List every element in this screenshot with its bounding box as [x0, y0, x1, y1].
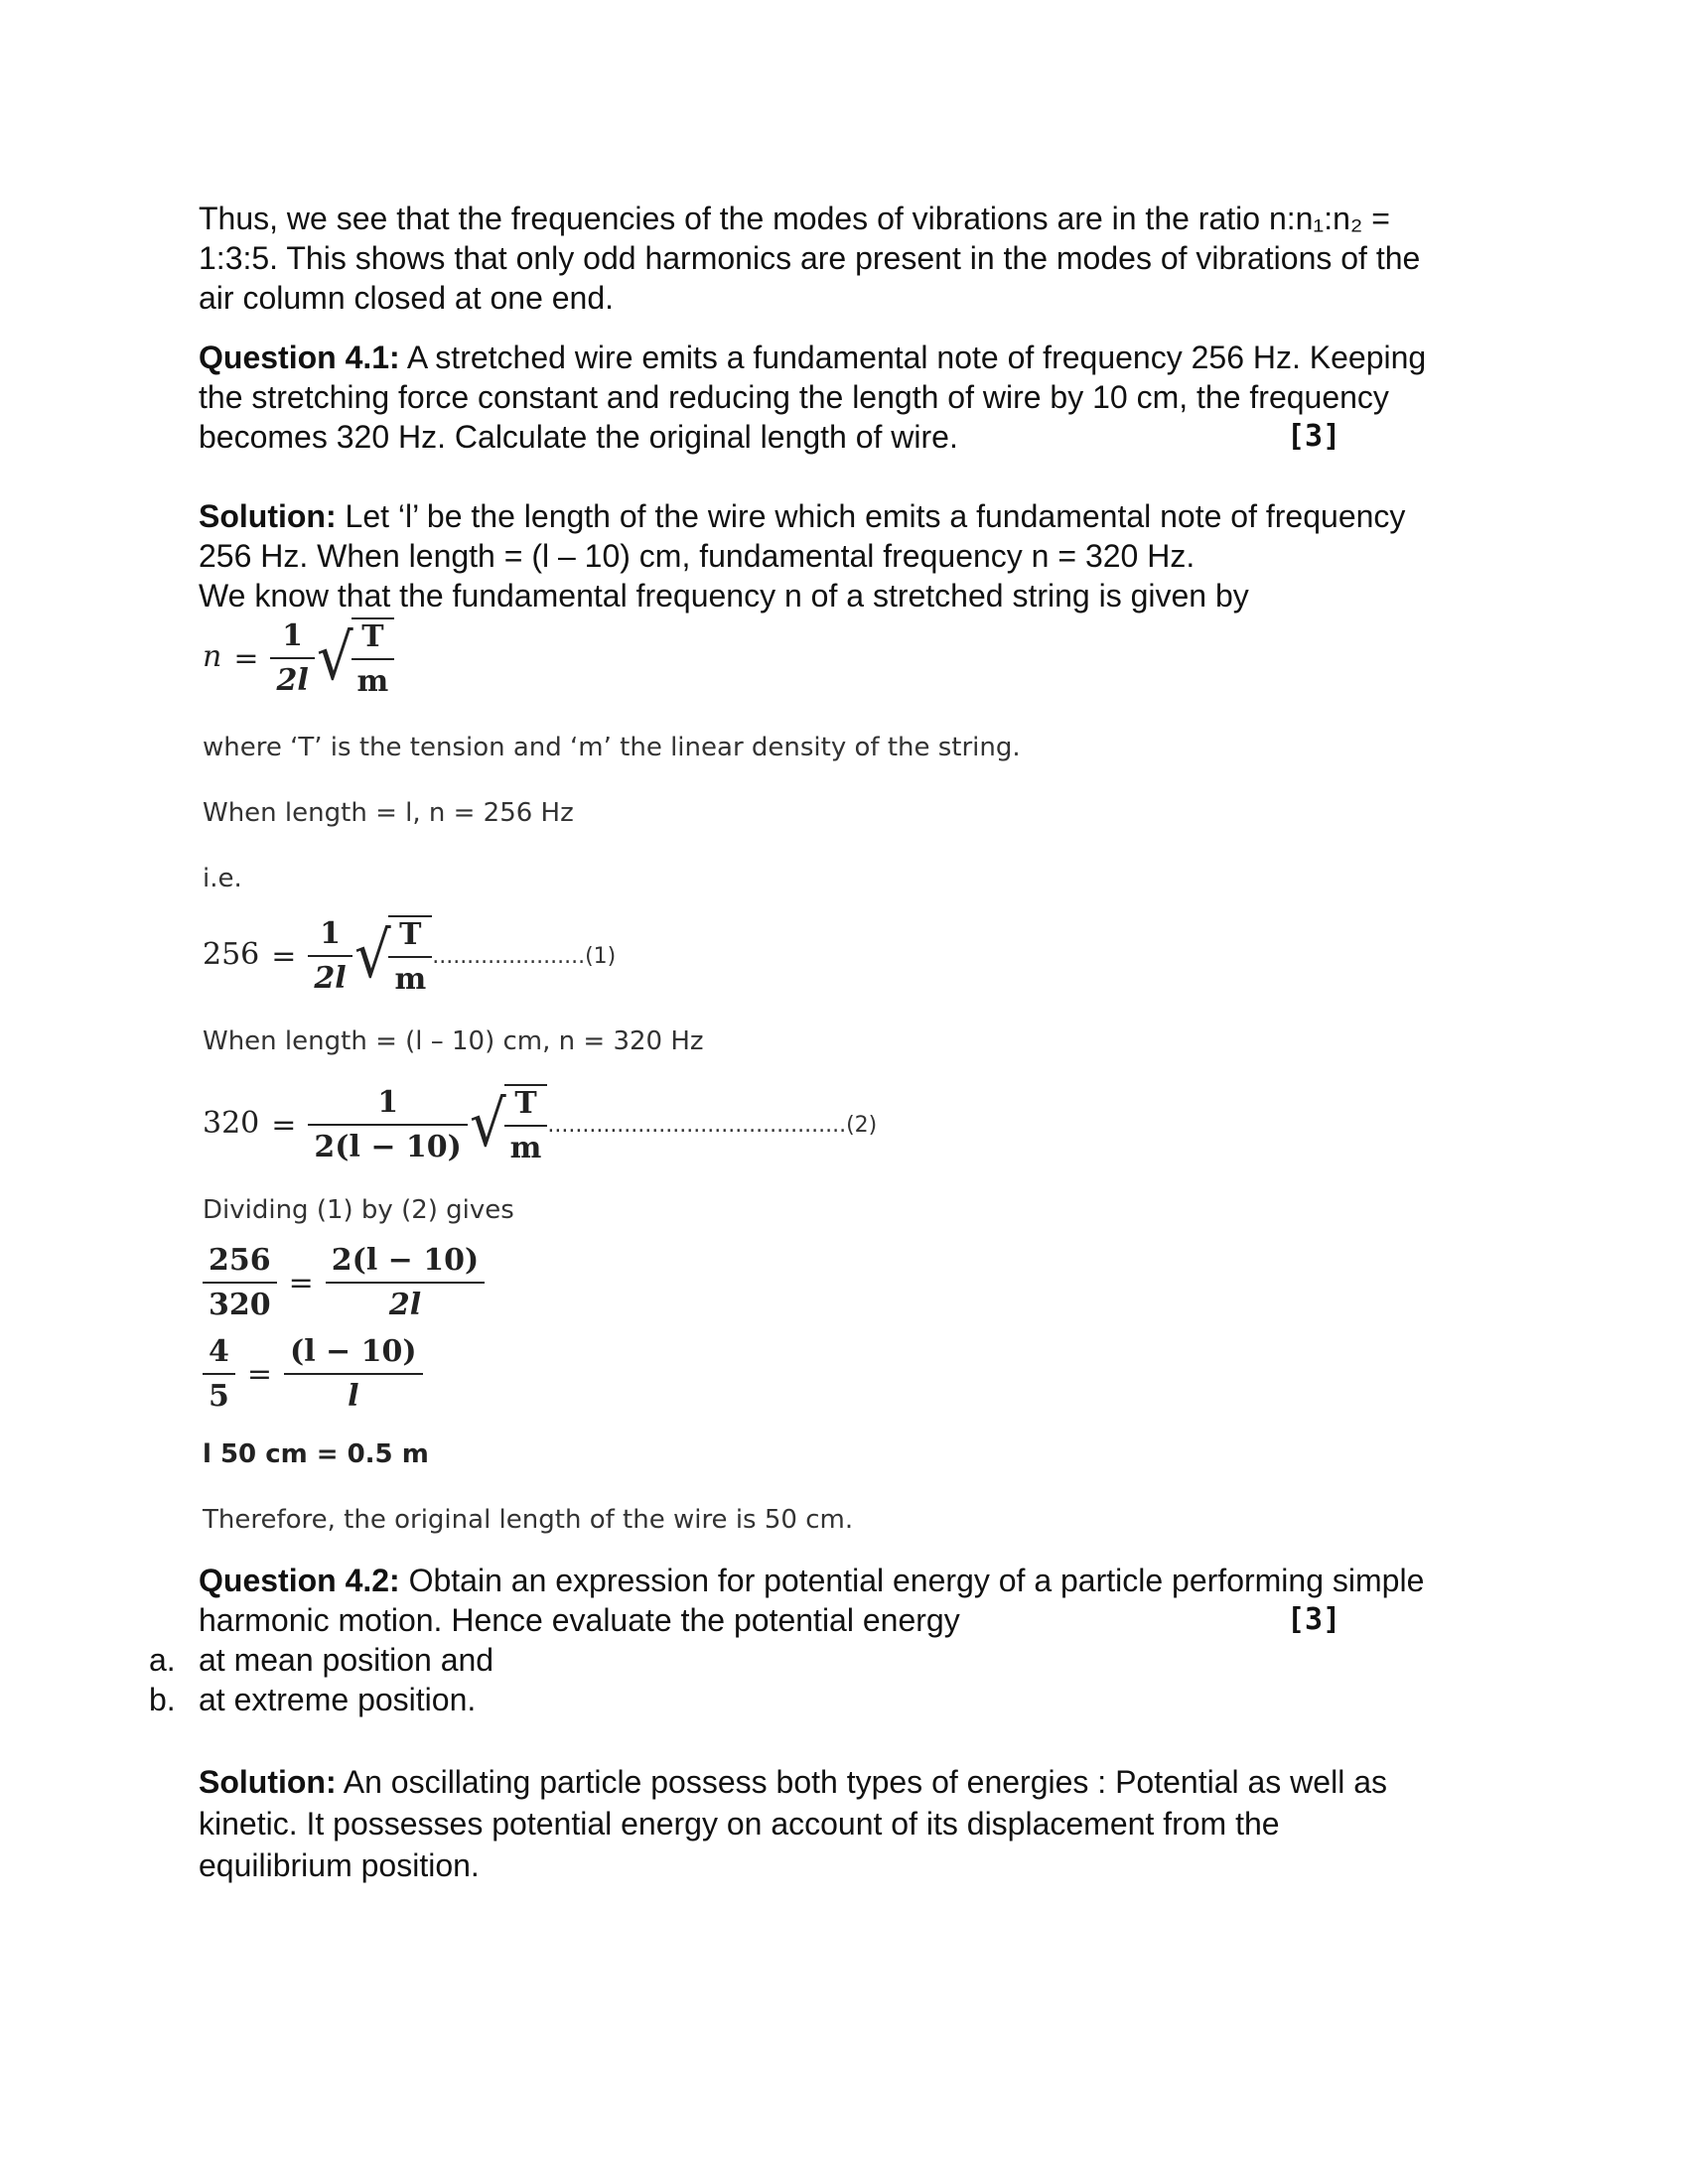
fraction-denominator: 2(l − 10) — [308, 1124, 467, 1164]
when-length-l: When length = l, n = 256 Hz — [203, 798, 574, 828]
equals-sign: = — [288, 1265, 314, 1300]
equation-1-lhs: 256 — [203, 937, 260, 972]
equation-2 — [203, 1084, 877, 1165]
radicand-denominator: m — [504, 1125, 548, 1165]
question-4-2-text-1: Obtain an expression for potential energy of a particle performing simple — [399, 1563, 1425, 1598]
dividing-text: Dividing (1) by (2) gives — [203, 1195, 514, 1225]
equation-ratio — [203, 1243, 485, 1322]
square-root — [352, 915, 433, 997]
list-item-b-label: b. — [149, 1682, 176, 1717]
solution-4-1-label: Solution: — [199, 498, 337, 534]
question-4-2-line-2: harmonic motion. Hence evaluate the potential energy — [199, 1602, 960, 1638]
equation-2-fraction — [308, 1085, 467, 1164]
ratio-left-fraction — [203, 1243, 277, 1322]
fraction-numerator: 1 — [320, 916, 341, 951]
equation-1 — [203, 915, 616, 997]
question-4-2-marks: [3] — [1287, 1602, 1341, 1637]
question-4-1-line-1 — [199, 338, 1489, 377]
list-item-a-label: a. — [149, 1642, 176, 1678]
fraction-denominator: 2l — [270, 657, 314, 698]
equals-sign: = — [271, 1107, 297, 1143]
formula-fundamental-frequency — [203, 617, 394, 699]
intro-line-1: Thus, we see that the frequencies of the modes of vibrations are in the ratio n:n₁:n₂ = — [199, 201, 1390, 236]
fraction-denominator: 2l — [308, 955, 352, 996]
fraction-numerator: 1 — [282, 618, 304, 653]
radicand-denominator: m — [352, 658, 395, 699]
radical-sign-icon: √ — [353, 919, 391, 993]
equation-simplified — [203, 1334, 423, 1414]
radicand-numerator: T — [361, 619, 384, 654]
fraction-numerator: 2(l − 10) — [331, 1243, 480, 1278]
equation-1-tag: (1) — [585, 943, 617, 969]
formula-lhs: n — [203, 639, 222, 674]
radicand-numerator: T — [514, 1086, 537, 1121]
solution-4-1-line-2: 256 Hz. When length = (l – 10) cm, fundamental frequency n = 320 Hz. — [199, 538, 1196, 574]
radicand-numerator: T — [399, 917, 422, 952]
therefore-text: Therefore, the original length of the wire is 50 cm. — [203, 1505, 854, 1535]
equals-sign: = — [233, 640, 259, 676]
square-root — [468, 1084, 548, 1165]
question-4-2-line-1 — [199, 1561, 1489, 1600]
radical-sign-icon: √ — [469, 1088, 506, 1161]
equation-2-dots: ........................................... — [547, 1112, 847, 1138]
equals-sign: = — [246, 1356, 273, 1392]
list-item-b-text: at extreme position. — [199, 1682, 477, 1717]
question-4-1-line-2: the stretching force constant and reducing the length of wire by 10 cm, the frequency — [199, 379, 1389, 415]
solution-4-1-line-3: We know that the fundamental frequency n of a stretched string is given by — [199, 578, 1249, 614]
simplified-left-fraction — [203, 1334, 235, 1414]
equation-1-fraction — [308, 916, 352, 996]
equation-2-lhs: 320 — [203, 1106, 260, 1141]
when-length-l-minus-10: When length = (l – 10) cm, n = 320 Hz — [203, 1026, 704, 1056]
fraction-denominator: 320 — [203, 1282, 277, 1322]
fraction-numerator: 256 — [209, 1243, 271, 1278]
question-4-1-marks: [3] — [1287, 419, 1341, 454]
question-4-1-label: Question 4.1: — [199, 340, 400, 375]
simplified-right-fraction — [284, 1334, 423, 1414]
fraction-numerator: (l − 10) — [290, 1334, 417, 1369]
radical-sign-icon: √ — [316, 621, 353, 695]
question-4-2-label: Question 4.2: — [199, 1563, 400, 1598]
solution-4-2-line-3: equilibrium position. — [199, 1847, 480, 1883]
solution-4-2-line-1 — [199, 1761, 1489, 1803]
result-text: l 50 cm = 0.5 m — [203, 1439, 429, 1469]
where-text: where ‘T’ is the tension and ‘m’ the linear density of the string. — [203, 733, 1021, 762]
radicand-denominator: m — [388, 956, 432, 997]
list-item-a-text: at mean position and — [199, 1642, 494, 1678]
solution-4-2-line-2: kinetic. It possesses potential energy on account of its displacement from the — [199, 1806, 1280, 1842]
ratio-right-fraction — [326, 1243, 485, 1322]
solution-4-1-line-1 — [199, 496, 1489, 536]
question-4-1-text-1: A stretched wire emits a fundamental note of frequency 256 Hz. Keeping — [399, 340, 1427, 375]
formula-fraction — [270, 618, 314, 698]
solution-4-2-label: Solution: — [199, 1764, 337, 1800]
equation-2-tag: (2) — [846, 1112, 878, 1138]
fraction-denominator: 2l — [326, 1282, 485, 1322]
solution-4-1-text-1: Let ‘l’ be the length of the wire which emits a fundamental note of frequency — [336, 498, 1406, 534]
intro-line-2: 1:3:5. This shows that only odd harmonics are present in the modes of vibrations of the — [199, 240, 1421, 276]
solution-4-2-text-1: An oscillating particle possess both types of energies : Potential as well as — [336, 1764, 1387, 1800]
square-root — [315, 617, 395, 699]
fraction-numerator: 4 — [209, 1334, 229, 1369]
ie-text: i.e. — [203, 864, 242, 893]
fraction-denominator: 5 — [203, 1373, 235, 1414]
equals-sign: = — [271, 938, 297, 974]
fraction-numerator: 1 — [377, 1085, 399, 1120]
intro-line-3: air column closed at one end. — [199, 280, 615, 316]
question-4-1-line-3: becomes 320 Hz. Calculate the original length of wire. — [199, 419, 958, 455]
fraction-denominator: l — [284, 1373, 423, 1414]
equation-1-dots: ...................... — [432, 943, 586, 969]
